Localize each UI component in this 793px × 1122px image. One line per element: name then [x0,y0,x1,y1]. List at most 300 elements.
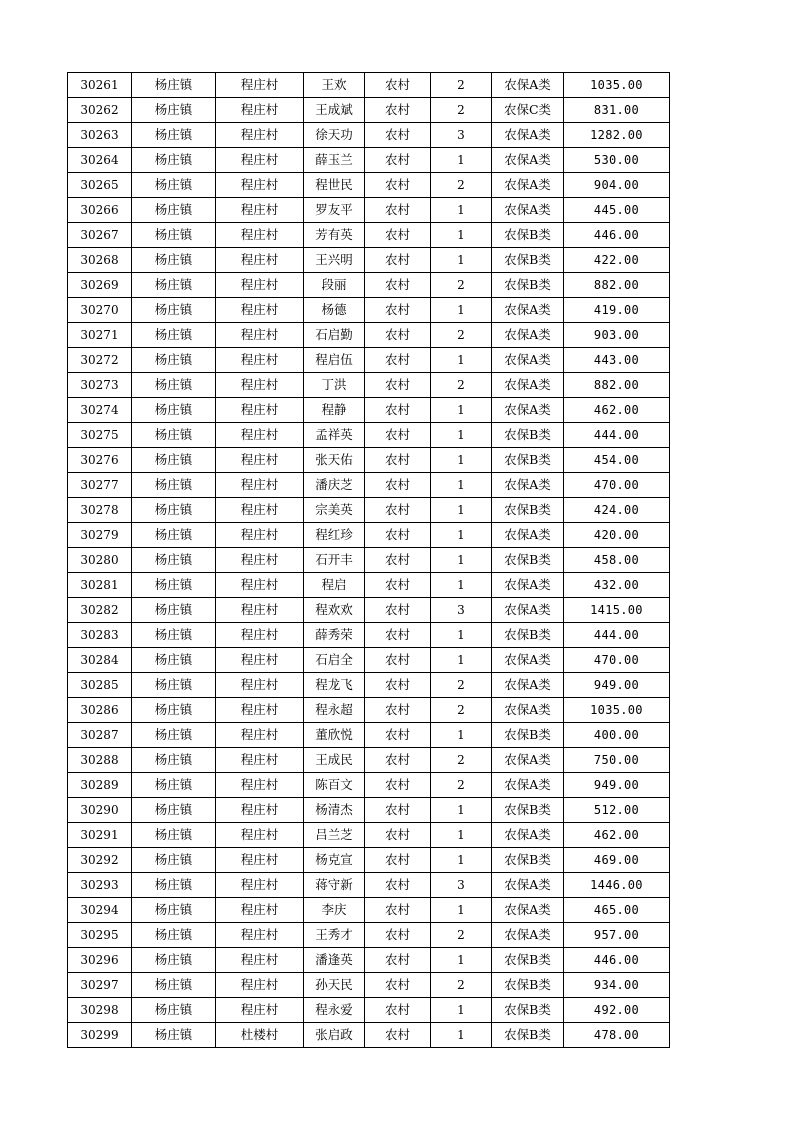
name-cell: 孟祥英 [304,423,365,448]
village-cell: 程庄村 [216,423,304,448]
household-type-cell: 农村 [365,898,431,923]
village-cell: 程庄村 [216,373,304,398]
township-cell: 杨庄镇 [132,923,216,948]
name-cell: 石开丰 [304,548,365,573]
record-id-cell: 30262 [68,98,132,123]
household-type-cell: 农村 [365,698,431,723]
record-id-cell: 30261 [68,73,132,98]
amount-cell: 422.00 [564,248,670,273]
name-cell: 程欢欢 [304,598,365,623]
township-cell: 杨庄镇 [132,248,216,273]
village-cell: 程庄村 [216,173,304,198]
member-count-cell: 1 [431,848,492,873]
insurance-category-cell: 农保B类 [492,498,564,523]
record-id-cell: 30275 [68,423,132,448]
township-cell: 杨庄镇 [132,673,216,698]
name-cell: 罗友平 [304,198,365,223]
household-type-cell: 农村 [365,448,431,473]
member-count-cell: 1 [431,1023,492,1048]
insurance-category-cell: 农保A类 [492,348,564,373]
insurance-category-cell: 农保C类 [492,98,564,123]
record-id-cell: 30293 [68,873,132,898]
member-count-cell: 1 [431,223,492,248]
village-cell: 程庄村 [216,298,304,323]
household-type-cell: 农村 [365,923,431,948]
household-type-cell: 农村 [365,198,431,223]
village-cell: 程庄村 [216,198,304,223]
member-count-cell: 2 [431,673,492,698]
village-cell: 程庄村 [216,223,304,248]
name-cell: 陈百文 [304,773,365,798]
village-cell: 程庄村 [216,548,304,573]
household-type-cell: 农村 [365,223,431,248]
member-count-cell: 3 [431,598,492,623]
table-row [68,998,670,1023]
table-row [68,698,670,723]
township-cell: 杨庄镇 [132,348,216,373]
insurance-category-cell: 农保A类 [492,573,564,598]
village-cell: 程庄村 [216,798,304,823]
name-cell: 程静 [304,398,365,423]
name-cell: 程世民 [304,173,365,198]
member-count-cell: 1 [431,798,492,823]
record-id-cell: 30292 [68,848,132,873]
table-row [68,398,670,423]
record-id-cell: 30263 [68,123,132,148]
name-cell: 吕兰芝 [304,823,365,848]
record-id-cell: 30281 [68,573,132,598]
member-count-cell: 1 [431,248,492,273]
name-cell: 王成斌 [304,98,365,123]
amount-cell: 478.00 [564,1023,670,1048]
village-cell: 程庄村 [216,598,304,623]
household-type-cell: 农村 [365,498,431,523]
name-cell: 李庆 [304,898,365,923]
member-count-cell: 2 [431,923,492,948]
record-id-cell: 30278 [68,498,132,523]
record-id-cell: 30273 [68,373,132,398]
insurance-category-cell: 农保B类 [492,973,564,998]
amount-cell: 882.00 [564,373,670,398]
record-id-cell: 30269 [68,273,132,298]
table-row [68,598,670,623]
record-id-cell: 30283 [68,623,132,648]
township-cell: 杨庄镇 [132,448,216,473]
insurance-category-cell: 农保B类 [492,448,564,473]
township-cell: 杨庄镇 [132,398,216,423]
member-count-cell: 1 [431,198,492,223]
member-count-cell: 1 [431,648,492,673]
name-cell: 张天佑 [304,448,365,473]
township-cell: 杨庄镇 [132,148,216,173]
name-cell: 程红珍 [304,523,365,548]
village-cell: 程庄村 [216,448,304,473]
insurance-category-cell: 农保B类 [492,798,564,823]
amount-cell: 470.00 [564,648,670,673]
amount-cell: 462.00 [564,823,670,848]
village-cell: 程庄村 [216,348,304,373]
household-type-cell: 农村 [365,123,431,148]
household-type-cell: 农村 [365,248,431,273]
insurance-category-cell: 农保A类 [492,148,564,173]
record-id-cell: 30271 [68,323,132,348]
record-id-cell: 30295 [68,923,132,948]
table-row [68,473,670,498]
name-cell: 薛玉兰 [304,148,365,173]
insurance-category-cell: 农保B类 [492,623,564,648]
amount-cell: 419.00 [564,298,670,323]
name-cell: 石启全 [304,648,365,673]
table-row [68,423,670,448]
insurance-category-cell: 农保A类 [492,123,564,148]
record-id-cell: 30265 [68,173,132,198]
table-row [68,348,670,373]
township-cell: 杨庄镇 [132,223,216,248]
amount-cell: 443.00 [564,348,670,373]
name-cell: 杨德 [304,298,365,323]
township-cell: 杨庄镇 [132,1023,216,1048]
township-cell: 杨庄镇 [132,523,216,548]
table-row [68,648,670,673]
insurance-category-cell: 农保A类 [492,473,564,498]
insurance-category-cell: 农保A类 [492,748,564,773]
member-count-cell: 2 [431,373,492,398]
township-cell: 杨庄镇 [132,998,216,1023]
village-cell: 程庄村 [216,323,304,348]
village-cell: 程庄村 [216,723,304,748]
household-type-cell: 农村 [365,73,431,98]
amount-cell: 446.00 [564,948,670,973]
township-cell: 杨庄镇 [132,123,216,148]
record-id-cell: 30266 [68,198,132,223]
table-row [68,123,670,148]
insurance-category-cell: 农保A类 [492,173,564,198]
record-id-cell: 30299 [68,1023,132,1048]
member-count-cell: 2 [431,748,492,773]
township-cell: 杨庄镇 [132,748,216,773]
member-count-cell: 2 [431,773,492,798]
household-type-cell: 农村 [365,548,431,573]
name-cell: 丁洪 [304,373,365,398]
record-id-cell: 30287 [68,723,132,748]
insurance-category-cell: 农保A类 [492,698,564,723]
member-count-cell: 1 [431,898,492,923]
name-cell: 程永爱 [304,998,365,1023]
village-cell: 程庄村 [216,773,304,798]
township-cell: 杨庄镇 [132,73,216,98]
table-row [68,623,670,648]
household-type-cell: 农村 [365,623,431,648]
table-row [68,173,670,198]
township-cell: 杨庄镇 [132,823,216,848]
member-count-cell: 2 [431,973,492,998]
village-cell: 程庄村 [216,973,304,998]
insurance-category-cell: 农保A类 [492,873,564,898]
name-cell: 徐天功 [304,123,365,148]
table-row [68,373,670,398]
household-type-cell: 农村 [365,298,431,323]
township-cell: 杨庄镇 [132,548,216,573]
record-id-cell: 30272 [68,348,132,373]
record-id-cell: 30276 [68,448,132,473]
household-type-cell: 农村 [365,723,431,748]
village-cell: 程庄村 [216,523,304,548]
insurance-category-cell: 农保A类 [492,923,564,948]
village-cell: 程庄村 [216,648,304,673]
village-cell: 程庄村 [216,698,304,723]
amount-cell: 400.00 [564,723,670,748]
insurance-category-cell: 农保A类 [492,73,564,98]
amount-cell: 420.00 [564,523,670,548]
household-type-cell: 农村 [365,973,431,998]
insurance-category-cell: 农保A类 [492,323,564,348]
village-cell: 程庄村 [216,498,304,523]
name-cell: 程龙飞 [304,673,365,698]
table-row [68,498,670,523]
member-count-cell: 1 [431,398,492,423]
household-type-cell: 农村 [365,348,431,373]
household-type-cell: 农村 [365,423,431,448]
village-cell: 程庄村 [216,623,304,648]
record-id-cell: 30288 [68,748,132,773]
township-cell: 杨庄镇 [132,873,216,898]
table-row [68,798,670,823]
village-cell: 程庄村 [216,848,304,873]
table-row [68,73,670,98]
insurance-category-cell: 农保B类 [492,1023,564,1048]
table-row [68,223,670,248]
household-type-cell: 农村 [365,323,431,348]
insurance-category-cell: 农保A类 [492,598,564,623]
village-cell: 程庄村 [216,573,304,598]
insurance-category-cell: 农保A类 [492,673,564,698]
insurance-category-cell: 农保B类 [492,248,564,273]
village-cell: 程庄村 [216,123,304,148]
village-cell: 程庄村 [216,948,304,973]
insurance-category-cell: 农保A类 [492,298,564,323]
amount-cell: 454.00 [564,448,670,473]
table-row [68,723,670,748]
township-cell: 杨庄镇 [132,623,216,648]
roster-body [68,73,670,1048]
village-cell: 杜楼村 [216,1023,304,1048]
insurance-category-cell: 农保A类 [492,648,564,673]
insurance-category-cell: 农保A类 [492,898,564,923]
member-count-cell: 2 [431,73,492,98]
insurance-category-cell: 农保A类 [492,398,564,423]
record-id-cell: 30284 [68,648,132,673]
table-row [68,448,670,473]
township-cell: 杨庄镇 [132,498,216,523]
table-row [68,198,670,223]
record-id-cell: 30291 [68,823,132,848]
township-cell: 杨庄镇 [132,698,216,723]
name-cell: 王兴明 [304,248,365,273]
amount-cell: 1035.00 [564,698,670,723]
roster-table [67,72,670,1048]
name-cell: 石启勤 [304,323,365,348]
household-type-cell: 农村 [365,1023,431,1048]
name-cell: 杨克宣 [304,848,365,873]
amount-cell: 462.00 [564,398,670,423]
village-cell: 程庄村 [216,873,304,898]
table-row [68,898,670,923]
member-count-cell: 1 [431,823,492,848]
household-type-cell: 农村 [365,773,431,798]
township-cell: 杨庄镇 [132,948,216,973]
amount-cell: 445.00 [564,198,670,223]
household-type-cell: 农村 [365,598,431,623]
insurance-category-cell: 农保B类 [492,948,564,973]
amount-cell: 1415.00 [564,598,670,623]
member-count-cell: 2 [431,173,492,198]
table-row [68,873,670,898]
insurance-category-cell: 农保B类 [492,273,564,298]
table-row [68,573,670,598]
township-cell: 杨庄镇 [132,723,216,748]
household-type-cell: 农村 [365,98,431,123]
record-id-cell: 30267 [68,223,132,248]
township-cell: 杨庄镇 [132,423,216,448]
member-count-cell: 2 [431,98,492,123]
table-row [68,548,670,573]
township-cell: 杨庄镇 [132,848,216,873]
township-cell: 杨庄镇 [132,773,216,798]
table-row [68,948,670,973]
member-count-cell: 1 [431,548,492,573]
record-id-cell: 30296 [68,948,132,973]
table-row [68,273,670,298]
amount-cell: 512.00 [564,798,670,823]
member-count-cell: 1 [431,298,492,323]
record-id-cell: 30270 [68,298,132,323]
record-id-cell: 30285 [68,673,132,698]
member-count-cell: 1 [431,623,492,648]
name-cell: 潘庆芝 [304,473,365,498]
amount-cell: 458.00 [564,548,670,573]
village-cell: 程庄村 [216,923,304,948]
village-cell: 程庄村 [216,673,304,698]
household-type-cell: 农村 [365,998,431,1023]
member-count-cell: 1 [431,423,492,448]
table-row [68,98,670,123]
village-cell: 程庄村 [216,748,304,773]
amount-cell: 492.00 [564,998,670,1023]
member-count-cell: 1 [431,523,492,548]
table-row [68,973,670,998]
amount-cell: 904.00 [564,173,670,198]
amount-cell: 469.00 [564,848,670,873]
village-cell: 程庄村 [216,898,304,923]
household-type-cell: 农村 [365,648,431,673]
record-id-cell: 30297 [68,973,132,998]
household-type-cell: 农村 [365,573,431,598]
name-cell: 芳有英 [304,223,365,248]
household-type-cell: 农村 [365,148,431,173]
amount-cell: 446.00 [564,223,670,248]
record-id-cell: 30294 [68,898,132,923]
household-type-cell: 农村 [365,873,431,898]
insurance-category-cell: 农保B类 [492,848,564,873]
township-cell: 杨庄镇 [132,173,216,198]
table-row [68,923,670,948]
name-cell: 程启伍 [304,348,365,373]
insurance-category-cell: 农保B类 [492,723,564,748]
amount-cell: 1035.00 [564,73,670,98]
township-cell: 杨庄镇 [132,648,216,673]
member-count-cell: 2 [431,323,492,348]
member-count-cell: 1 [431,723,492,748]
member-count-cell: 1 [431,948,492,973]
name-cell: 王欢 [304,73,365,98]
amount-cell: 465.00 [564,898,670,923]
township-cell: 杨庄镇 [132,898,216,923]
member-count-cell: 1 [431,348,492,373]
insurance-category-cell: 农保B类 [492,423,564,448]
table-row [68,673,670,698]
township-cell: 杨庄镇 [132,973,216,998]
member-count-cell: 3 [431,123,492,148]
member-count-cell: 2 [431,698,492,723]
amount-cell: 424.00 [564,498,670,523]
table-row [68,773,670,798]
household-type-cell: 农村 [365,848,431,873]
record-id-cell: 30264 [68,148,132,173]
amount-cell: 934.00 [564,973,670,998]
name-cell: 薛秀荣 [304,623,365,648]
township-cell: 杨庄镇 [132,273,216,298]
amount-cell: 957.00 [564,923,670,948]
township-cell: 杨庄镇 [132,298,216,323]
member-count-cell: 1 [431,148,492,173]
record-id-cell: 30290 [68,798,132,823]
name-cell: 王秀才 [304,923,365,948]
name-cell: 宗美英 [304,498,365,523]
household-type-cell: 农村 [365,398,431,423]
name-cell: 王成民 [304,748,365,773]
record-id-cell: 30286 [68,698,132,723]
record-id-cell: 30274 [68,398,132,423]
name-cell: 杨清杰 [304,798,365,823]
village-cell: 程庄村 [216,98,304,123]
village-cell: 程庄村 [216,398,304,423]
name-cell: 程永超 [304,698,365,723]
table-row [68,298,670,323]
name-cell: 程启 [304,573,365,598]
village-cell: 程庄村 [216,473,304,498]
insurance-category-cell: 农保B类 [492,998,564,1023]
township-cell: 杨庄镇 [132,98,216,123]
record-id-cell: 30279 [68,523,132,548]
table-row [68,1023,670,1048]
amount-cell: 882.00 [564,273,670,298]
table-row [68,848,670,873]
amount-cell: 903.00 [564,323,670,348]
village-cell: 程庄村 [216,248,304,273]
household-type-cell: 农村 [365,673,431,698]
table-row [68,248,670,273]
member-count-cell: 1 [431,448,492,473]
insurance-category-cell: 农保A类 [492,373,564,398]
amount-cell: 949.00 [564,773,670,798]
township-cell: 杨庄镇 [132,798,216,823]
table-row [68,523,670,548]
amount-cell: 470.00 [564,473,670,498]
household-type-cell: 农村 [365,173,431,198]
table-row [68,748,670,773]
record-id-cell: 30289 [68,773,132,798]
household-type-cell: 农村 [365,948,431,973]
